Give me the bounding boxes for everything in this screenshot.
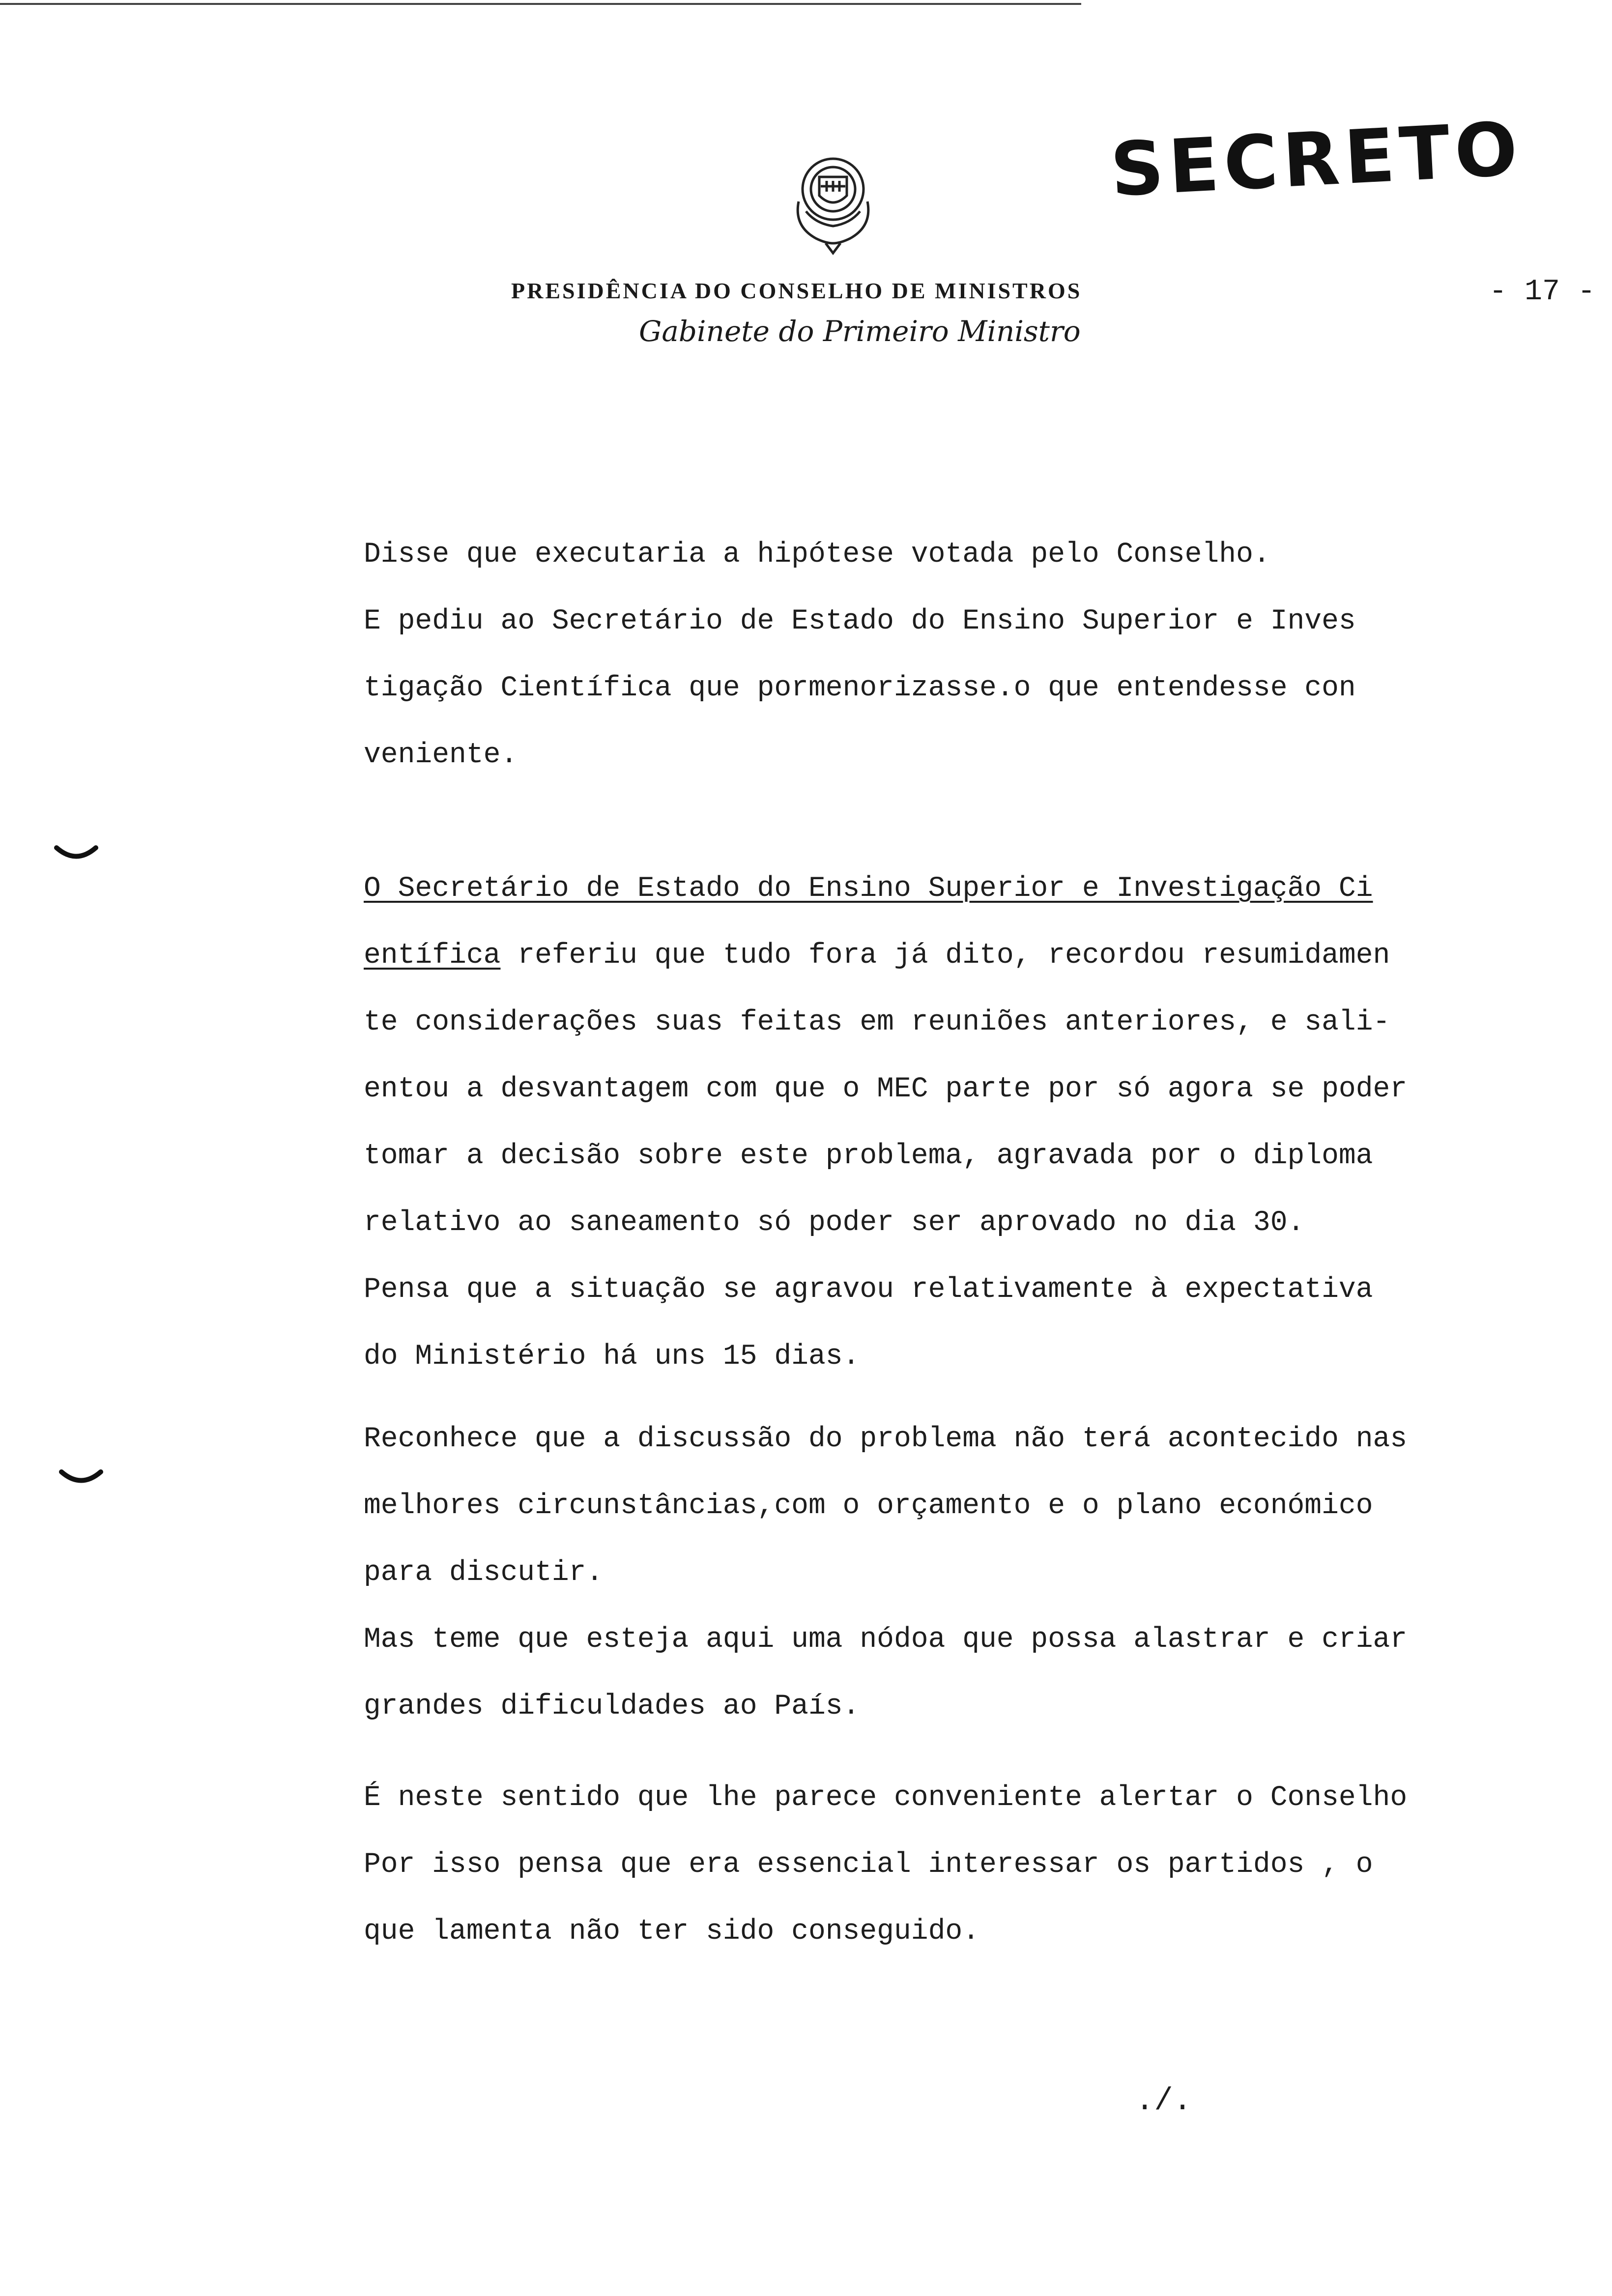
- body-line: [364, 942, 1390, 970]
- body-line: melhores circunstâncias,com o orçamento e o plano económico: [364, 1490, 1373, 1522]
- margin-bracket-mark-icon: [59, 1469, 103, 1484]
- top-rule: [0, 3, 1081, 5]
- body-line: É neste sentido que lhe parece conveniente alertar o Conselho: [364, 1782, 1408, 1814]
- coat-of-arms-seal-icon: [772, 143, 894, 260]
- body-line: veniente.: [364, 739, 518, 771]
- body-line: para discutir.: [364, 1557, 604, 1589]
- body-line: Por isso pensa que era essencial interessar os partidos , o: [364, 1849, 1373, 1881]
- page-number: - 17 -: [1489, 275, 1596, 309]
- margin-bracket-mark-icon: [54, 845, 98, 860]
- body-line-underlined: O Secretário de Estado do Ensino Superior e Investigação Ci: [364, 873, 1373, 905]
- body-line: entou a desvantagem com que o MEC parte por só agora se poder: [364, 1073, 1408, 1105]
- body-line: tomar a decisão sobre este problema, agravada por o diploma: [364, 1140, 1373, 1172]
- body-line-rest: referiu que tudo fora já dito, recordou resumidamen: [500, 940, 1390, 972]
- header-subtitle: Gabinete do Primeiro Ministro: [639, 315, 1081, 348]
- secret-stamp: SECRETO: [1108, 106, 1525, 213]
- body-line: Pensa que a situação se agravou relativamente à expectativa: [364, 1274, 1373, 1306]
- body-line: do Ministério há uns 15 dias.: [364, 1341, 860, 1373]
- body-line: relativo ao saneamento só poder ser aprovado no dia 30.: [364, 1207, 1305, 1239]
- body-line: que lamenta não ter sido conseguido.: [364, 1916, 980, 1948]
- underlined-word: entífica: [364, 940, 501, 972]
- body-line: Reconhece que a discussão do problema não terá acontecido nas: [364, 1423, 1408, 1455]
- body-line: Mas teme que esteja aqui uma nódoa que possa alastrar e criar: [364, 1624, 1408, 1656]
- header-title: PRESIDÊNCIA DO CONSELHO DE MINISTROS: [511, 278, 1082, 303]
- body-line: grandes dificuldades ao País.: [364, 1691, 860, 1722]
- body-line: te considerações suas feitas em reuniões anteriores, e sali-: [364, 1006, 1390, 1038]
- body-line: E pediu ao Secretário de Estado do Ensino Superior e Inves: [364, 605, 1356, 637]
- continuation-mark: ./.: [1135, 2084, 1192, 2119]
- body-line: Disse que executaria a hipótese votada pelo Conselho.: [364, 539, 1270, 571]
- body-line: tigação Científica que pormenorizasse.o que entendesse con: [364, 672, 1356, 704]
